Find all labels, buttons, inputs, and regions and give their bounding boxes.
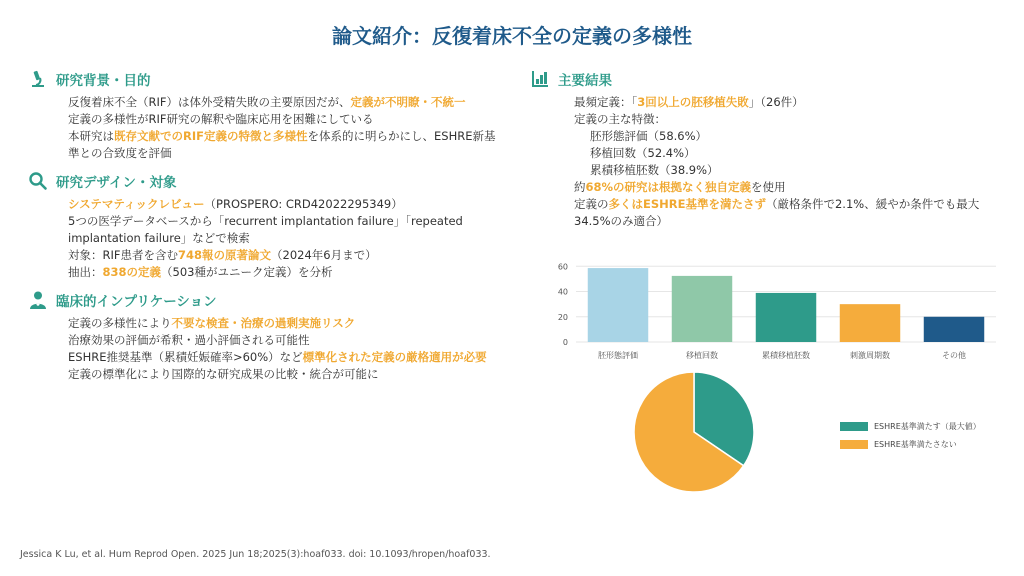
x-tick-label: その他 xyxy=(942,351,966,360)
list-item xyxy=(68,111,496,128)
text-span: 本研究は xyxy=(68,129,114,143)
chart-icon xyxy=(530,69,550,89)
list-item xyxy=(574,94,1000,111)
highlight-text: 既存文献でのRIF定義の特徴と多様性 xyxy=(114,129,308,143)
list-item xyxy=(574,145,1000,162)
list-item xyxy=(574,179,1000,196)
bar xyxy=(588,268,648,342)
x-tick-label: 累積移植胚数 xyxy=(762,351,810,360)
legend-label: ESHRE基準満たさない xyxy=(874,439,957,449)
list-item xyxy=(68,315,496,332)
highlight-text: 838の定義 xyxy=(102,265,162,279)
legend-swatch xyxy=(840,440,868,449)
list-item xyxy=(68,213,496,247)
list-item xyxy=(574,111,1000,128)
microscope-icon xyxy=(28,69,48,89)
design-list xyxy=(28,196,496,281)
text-span: （2024年6月まで） xyxy=(271,248,377,262)
highlight-text: 不要な検査・治療の過剰実施リスク xyxy=(171,316,356,330)
text-span: （503種がユニーク定義）を分析 xyxy=(161,265,333,279)
clinical-list xyxy=(28,315,496,383)
text-span: 定義の多様性がRIF研究の解釈や臨床応用を困難にしている xyxy=(68,112,374,126)
left-column xyxy=(28,68,496,383)
list-item xyxy=(574,196,1000,230)
highlight-text: 3回以上の胚移植失敗 xyxy=(637,95,749,109)
text-span: 定義の主な特徴： xyxy=(574,112,666,126)
legend-entry xyxy=(840,435,981,453)
y-tick-label: 40 xyxy=(557,287,568,297)
text-span: 定義の標準化により国際的な研究成果の比較・統合が可能に xyxy=(68,367,379,381)
text-span: 定義の多様性により xyxy=(68,316,172,330)
list-item xyxy=(68,128,496,162)
highlight-text: 標準化された定義の厳格適用が必要 xyxy=(302,350,487,364)
text-span: を使用 xyxy=(751,180,786,194)
results-heading: 主要結果 xyxy=(558,73,612,89)
pie-legend xyxy=(840,417,981,453)
results-header xyxy=(530,68,1000,90)
citation-footer: Jessica K Lu, et al. Hum Reprod Open. 2025 Jun 18;2025(3):hoaf033. doi: 10.1093/hropen/hoaf033. xyxy=(20,549,491,560)
right-column xyxy=(530,68,1000,230)
text-span: を体系的に明らかにし、ESHRE新基準との合致度を評価 xyxy=(68,129,496,160)
text-span: 定義の xyxy=(574,197,609,211)
clinical-header xyxy=(28,289,496,311)
clinical-section xyxy=(28,289,496,383)
highlight-text: 多くはESHRE基準を満たさず xyxy=(608,197,766,211)
pie-chart xyxy=(630,368,758,496)
search-icon xyxy=(28,171,48,191)
text-span: 抽出： xyxy=(68,265,103,279)
list-item xyxy=(68,332,496,349)
text-span: （PROSPERO: CRD42022295349） xyxy=(204,197,403,211)
design-section xyxy=(28,170,496,281)
text-span: （厳格条件で2.1%、緩やか条件でも最大34.5%のみ適合） xyxy=(574,197,980,228)
results-list xyxy=(530,94,1000,230)
x-tick-label: 胚形態評価 xyxy=(598,351,638,360)
list-item xyxy=(574,128,1000,145)
text-span: 」（26件） xyxy=(748,95,804,109)
bar xyxy=(840,304,900,342)
list-item xyxy=(68,196,496,213)
doctor-icon xyxy=(28,290,48,310)
clinical-heading: 臨床的インプリケーション xyxy=(56,294,217,310)
background-list xyxy=(28,94,496,162)
text-span: 移植回数（52.4%） xyxy=(590,146,696,160)
text-span: 胚形態評価（58.6%） xyxy=(590,129,708,143)
list-item xyxy=(68,366,496,383)
legend-entry xyxy=(840,417,981,435)
background-heading: 研究背景・目的 xyxy=(56,73,151,89)
bar xyxy=(672,276,732,342)
bar xyxy=(924,317,984,342)
text-span: 対象：RIF患者を含む xyxy=(68,248,178,262)
text-span: 累積移植胚数（38.9%） xyxy=(590,163,719,177)
list-item xyxy=(68,247,496,264)
list-item xyxy=(68,264,496,281)
list-item xyxy=(574,162,1000,179)
bar xyxy=(756,293,816,342)
text-span: 反復着床不全（RIF）は体外受精失敗の主要原因だが、 xyxy=(68,95,351,109)
page-title: 論文紹介：反復着床不全の定義の多様性 xyxy=(332,24,692,48)
design-heading: 研究デザイン・対象 xyxy=(56,175,177,191)
text-span: 最頻定義：「 xyxy=(574,95,638,109)
text-span: ESHRE推奨基準（累積妊娠確率>60%）など xyxy=(68,350,303,364)
text-span: 5つの医学データベースから「recurrent implantation failure」「repeated implantation failure」などで検索 xyxy=(68,214,463,245)
legend-swatch xyxy=(840,422,868,431)
list-item xyxy=(68,94,496,111)
background-section xyxy=(28,68,496,162)
highlight-text: システマティックレビュー xyxy=(68,197,205,211)
y-tick-label: 0 xyxy=(562,338,568,347)
x-tick-label: 移植回数 xyxy=(686,351,718,360)
text-span: 治療効果の評価が希釈・過小評価される可能性 xyxy=(68,333,310,347)
highlight-text: 68%の研究は根拠なく独自定義 xyxy=(585,180,752,194)
background-header xyxy=(28,68,496,90)
bar-chart xyxy=(548,252,1008,364)
y-tick-label: 20 xyxy=(557,312,568,322)
text-span: 約 xyxy=(574,180,586,194)
highlight-text: 定義が不明瞭・不統一 xyxy=(350,95,466,109)
list-item xyxy=(68,349,496,366)
highlight-text: 748報の原著論文 xyxy=(178,248,272,262)
legend-label: ESHRE基準満たす（最大値） xyxy=(874,421,981,431)
y-tick-label: 60 xyxy=(557,262,568,272)
design-header xyxy=(28,170,496,192)
x-tick-label: 刺激周期数 xyxy=(850,351,890,360)
